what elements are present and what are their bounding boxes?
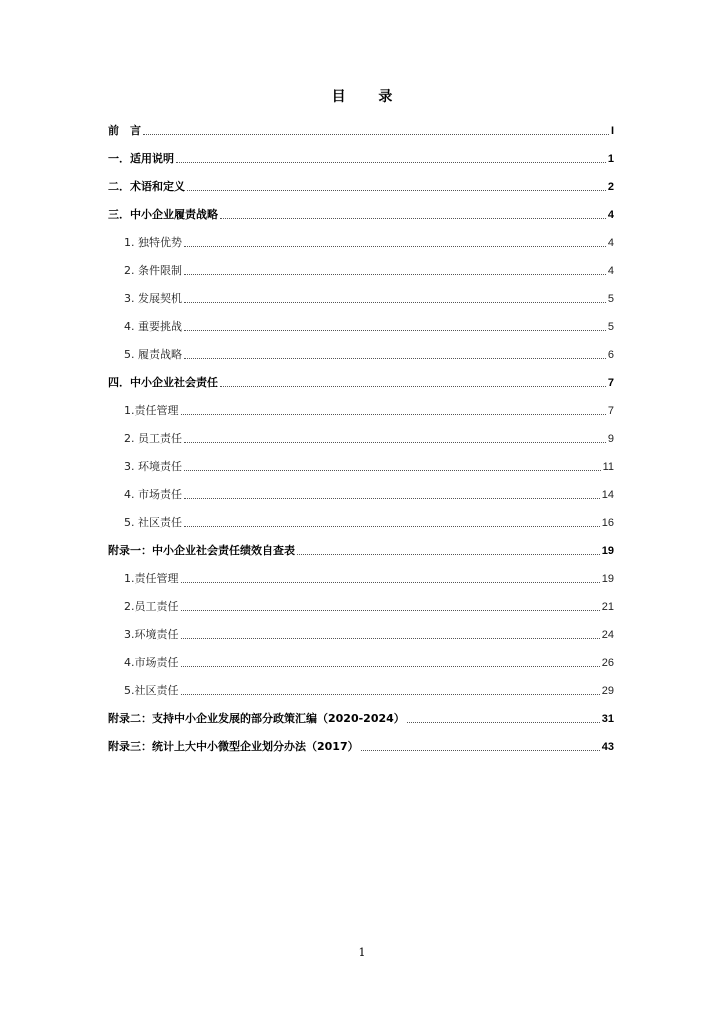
toc-entry-label: 附录三：统计上大中小微型企业划分办法（2017） bbox=[108, 740, 359, 753]
toc-entry-label: 2. 员工责任 bbox=[124, 432, 182, 445]
toc-entry-page: 16 bbox=[601, 517, 614, 529]
toc-entry[interactable] bbox=[108, 532, 614, 560]
dot-leader bbox=[184, 441, 606, 443]
dot-leader bbox=[184, 245, 606, 247]
dot-leader bbox=[181, 693, 600, 695]
toc-entry[interactable] bbox=[108, 196, 614, 224]
toc-subentry[interactable] bbox=[108, 588, 614, 616]
dot-leader bbox=[184, 357, 606, 359]
toc-entry-page: 29 bbox=[601, 685, 614, 697]
toc-entry-label: 4.市场责任 bbox=[124, 656, 179, 669]
toc-entry-label: 5. 社区责任 bbox=[124, 516, 182, 529]
toc-subentry[interactable] bbox=[108, 672, 614, 700]
toc-entry-label: 一．适用说明 bbox=[108, 152, 174, 165]
dot-leader bbox=[407, 721, 600, 723]
toc-subentry[interactable] bbox=[108, 224, 614, 252]
toc-subentry[interactable] bbox=[108, 252, 614, 280]
toc-title: 目 录 bbox=[331, 89, 407, 105]
dot-leader bbox=[187, 189, 606, 191]
dot-leader bbox=[184, 497, 600, 499]
dot-leader bbox=[181, 637, 600, 639]
toc-entry-label: 3.环境责任 bbox=[124, 628, 179, 641]
dot-leader bbox=[220, 217, 606, 219]
toc-entry-label: 四．中小企业社会责任 bbox=[108, 376, 218, 389]
dot-leader bbox=[184, 525, 600, 527]
dot-leader bbox=[143, 133, 609, 135]
dot-leader bbox=[184, 301, 606, 303]
toc-entry[interactable] bbox=[108, 728, 614, 756]
toc-entry-label: 2.员工责任 bbox=[124, 600, 179, 613]
toc-entry-label: 1.责任管理 bbox=[124, 572, 179, 585]
toc-entry-label: 5.社区责任 bbox=[124, 684, 179, 697]
toc-subentry[interactable] bbox=[108, 420, 614, 448]
toc-subentry[interactable] bbox=[108, 476, 614, 504]
dot-leader bbox=[184, 329, 606, 331]
toc-subentry[interactable] bbox=[108, 308, 614, 336]
toc-entry-label: 二．术语和定义 bbox=[108, 180, 185, 193]
toc-entry-page: 19 bbox=[601, 573, 614, 585]
toc-entry-label: 三．中小企业履责战略 bbox=[108, 208, 218, 221]
toc-entry[interactable] bbox=[108, 168, 614, 196]
toc-entry[interactable] bbox=[108, 364, 614, 392]
toc-subentry[interactable] bbox=[108, 280, 614, 308]
toc-entry-label: 4. 市场责任 bbox=[124, 488, 182, 501]
toc-entry-page: 11 bbox=[602, 461, 614, 473]
dot-leader bbox=[297, 553, 600, 555]
toc-subentry[interactable] bbox=[108, 616, 614, 644]
table-of-contents bbox=[108, 112, 614, 756]
toc-entry-label: 1. 独特优势 bbox=[124, 236, 182, 249]
dot-leader bbox=[220, 385, 606, 387]
toc-subentry[interactable] bbox=[108, 560, 614, 588]
dot-leader bbox=[184, 469, 601, 471]
toc-entry[interactable] bbox=[108, 700, 614, 728]
toc-entry-page: 1 bbox=[607, 153, 614, 165]
dot-leader bbox=[184, 273, 606, 275]
toc-entry-label: 3. 环境责任 bbox=[124, 460, 182, 473]
toc-entry-page: 9 bbox=[607, 433, 614, 445]
toc-entry-label: 附录一：中小企业社会责任绩效自查表 bbox=[108, 544, 295, 557]
toc-entry-label: 3. 发展契机 bbox=[124, 292, 182, 305]
toc-entry-label: 1.责任管理 bbox=[124, 404, 179, 417]
page-number: 1 bbox=[358, 946, 366, 959]
toc-entry-page: 7 bbox=[607, 405, 614, 417]
toc-entry-page: 7 bbox=[607, 377, 614, 389]
toc-entry-label: 前 言 bbox=[108, 124, 141, 137]
toc-entry-page: I bbox=[610, 125, 614, 137]
toc-entry-page: 4 bbox=[607, 265, 614, 277]
toc-subentry[interactable] bbox=[108, 644, 614, 672]
toc-entry-page: 6 bbox=[607, 349, 614, 361]
toc-subentry[interactable] bbox=[108, 504, 614, 532]
toc-entry[interactable] bbox=[108, 112, 614, 140]
toc-entry-label: 5. 履责战略 bbox=[124, 348, 182, 361]
toc-entry-page: 24 bbox=[601, 629, 614, 641]
dot-leader bbox=[181, 413, 606, 415]
toc-entry-page: 4 bbox=[607, 237, 614, 249]
toc-entry-page: 4 bbox=[607, 209, 614, 221]
toc-entry-page: 21 bbox=[601, 601, 614, 613]
dot-leader bbox=[361, 749, 600, 751]
toc-entry-label: 附录二：支持中小企业发展的部分政策汇编（2020-2024） bbox=[108, 712, 405, 725]
toc-subentry[interactable] bbox=[108, 336, 614, 364]
toc-entry-label: 2. 条件限制 bbox=[124, 264, 182, 277]
toc-entry-page: 43 bbox=[601, 741, 614, 753]
dot-leader bbox=[181, 581, 600, 583]
toc-entry-page: 26 bbox=[601, 657, 614, 669]
dot-leader bbox=[181, 609, 600, 611]
dot-leader bbox=[181, 665, 600, 667]
toc-entry-page: 19 bbox=[601, 545, 614, 557]
toc-entry-page: 5 bbox=[607, 321, 614, 333]
toc-entry-page: 5 bbox=[607, 293, 614, 305]
toc-entry-page: 2 bbox=[607, 181, 614, 193]
toc-entry-label: 4. 重要挑战 bbox=[124, 320, 182, 333]
toc-entry-page: 31 bbox=[601, 713, 614, 725]
toc-subentry[interactable] bbox=[108, 392, 614, 420]
toc-entry-page: 14 bbox=[601, 489, 614, 501]
toc-entry[interactable] bbox=[108, 140, 614, 168]
dot-leader bbox=[176, 161, 606, 163]
toc-subentry[interactable] bbox=[108, 448, 614, 476]
